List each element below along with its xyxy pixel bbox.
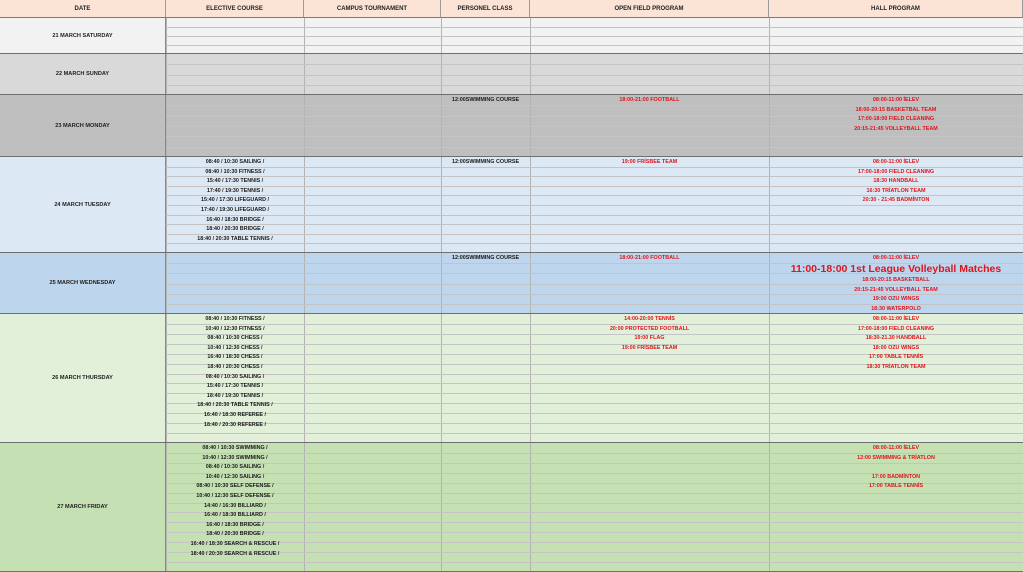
elective-entry[interactable]: 14:40 / 16:30 BILLIARD /	[204, 502, 266, 509]
day-row	[0, 443, 1023, 572]
hall-entry[interactable]: 20:15-21:45 VOLLEYBALL TEAM	[854, 286, 938, 293]
elective-entry[interactable]: 10:40 / 12:30 SAILING /	[205, 473, 265, 480]
hall-entry[interactable]: 17:00-18:00 FIELD CLEANING	[857, 116, 935, 123]
elective-entry[interactable]: 10:40 / 12:30 SELF DEFENSE /	[196, 493, 274, 499]
hall-entry[interactable]	[769, 463, 1023, 473]
hall-entry[interactable]: 17:00-18:00 FIELD CLEANING	[857, 168, 935, 175]
open-field-entry[interactable]: 14:00-20:00 TENNİS	[624, 316, 675, 322]
elective-entry[interactable]: 18:40 / 20:30 CHESS /	[207, 364, 263, 370]
elective-entry[interactable]: 16:40 / 18:30 BRIDGE /	[206, 216, 264, 223]
hall-entry[interactable]: 18:30 WATERPOLO	[871, 305, 921, 312]
elective-entry[interactable]: 17:40 / 19:30 TENNIS /	[206, 187, 264, 194]
hall-entry[interactable]: 08:00-11:00 İELEV	[872, 316, 920, 322]
elective-entry[interactable]: 08:40 / 10:30 FITNESS /	[205, 168, 265, 175]
hall-entry[interactable]: 19:00 OZU WINGS	[872, 296, 920, 303]
header-elective-course[interactable]: ELECTIVE COURSE	[166, 0, 304, 18]
hall-entry[interactable]: 20:30 - 21:45 BADMİNTON	[862, 197, 930, 204]
hall-entry[interactable]: 08:00-11:00 İELEV	[872, 159, 920, 165]
row-divider	[166, 45, 1023, 46]
date-cell[interactable]: 26 MARCH THURSDAY	[0, 314, 166, 442]
row-divider	[166, 433, 1023, 434]
hall-entry[interactable]: 17:00-18:00 FIELD CLEANING	[857, 325, 935, 332]
row-divider	[166, 27, 1023, 28]
elective-entry[interactable]: 18:40 / 20:30 TABLE TENNIS /	[197, 235, 273, 242]
row-divider	[166, 147, 1023, 148]
header-open-field-program[interactable]: OPEN FIELD PROGRAM	[530, 0, 769, 18]
open-field-entry[interactable]: 19:00 FLAG	[634, 335, 665, 342]
elective-entry[interactable]: 15:40 / 17:30 TENNIS /	[206, 178, 264, 185]
header-personel-class[interactable]: PERSONEL CLASS	[441, 0, 530, 18]
elective-entry[interactable]: 18:40 / 20:30 BRIDGE /	[206, 531, 264, 538]
elective-entry[interactable]: 15:40 / 17:30 TENNIS /	[206, 383, 264, 390]
elective-entry[interactable]: 16:40 / 18:30 CHESS /	[207, 354, 263, 361]
hall-entry[interactable]: 18:30-21.30 HANDBALL	[865, 335, 927, 342]
row-divider	[166, 64, 1023, 65]
elective-entry[interactable]: 15:40 / 17:30 LIFEGUARD /	[200, 197, 269, 204]
elective-entry[interactable]: 10:40 / 12:30 FITNESS /	[205, 325, 265, 332]
open-field-entry[interactable]: 18:00-21:00 FOOTBALL	[619, 255, 680, 261]
date-cell[interactable]: 23 MARCH MONDAY	[0, 95, 166, 156]
elective-entry[interactable]: 16:40 / 18:30 SEARCH & RESCUE /	[190, 541, 280, 547]
elective-entry[interactable]: 08:40 / 10:30 FITNESS /	[205, 316, 265, 322]
elective-entry[interactable]: 16:40 / 18:30 BILLIARD /	[204, 512, 266, 519]
elective-entry[interactable]: 08:40 / 10:30 SAILING /	[205, 159, 265, 165]
hall-entry[interactable]: 08:00-11:00 İELEV	[872, 255, 920, 261]
day-row	[0, 314, 1023, 443]
elective-entry[interactable]: 18:40 / 20:30 TABLE TENNIS /	[197, 402, 273, 409]
elective-entry[interactable]: 18:40 / 20:30 SEARCH & RESCUE /	[190, 550, 280, 557]
open-field-entry[interactable]: 20:00 PROTECTED FOOTBALL	[609, 325, 690, 332]
date-cell[interactable]: 22 MARCH SUNDAY	[0, 54, 166, 94]
hall-entry[interactable]: 20:15-21:45 VOLLEYBALL TEAM	[854, 125, 938, 132]
elective-entry[interactable]: 08:40 / 10:30 CHESS /	[207, 335, 263, 342]
hall-entry[interactable]: 17:00 BADMİNTON	[871, 473, 921, 480]
hall-entry[interactable]: 16:30 TRİATLON TEAM	[866, 187, 926, 194]
elective-entry[interactable]: 18:40 / 20:30 REFEREE /	[203, 421, 267, 428]
header-date[interactable]: DATE	[0, 0, 166, 18]
row-divider	[166, 85, 1023, 86]
elective-entry[interactable]: 18:40 / 19:30 TENNIS /	[206, 392, 264, 399]
row-divider	[166, 36, 1023, 37]
hall-entry[interactable]: 17:00 TABLE TENNİS	[868, 483, 924, 490]
hall-entry[interactable]: 18:00-20:15 BASKETBALL	[862, 277, 930, 284]
row-divider	[166, 562, 1023, 563]
row-divider	[166, 75, 1023, 76]
open-field-entry[interactable]: 18:00-21:00 FOOTBALL	[619, 97, 680, 103]
date-cell[interactable]: 24 MARCH TUESDAY	[0, 157, 166, 252]
personel-entry[interactable]: 12:00SWIMMING COURSE	[451, 255, 520, 261]
day-row	[0, 54, 1023, 95]
hall-entry[interactable]: 08:00-11:00 İELEV	[872, 97, 920, 103]
hall-entry[interactable]: 18:00-20:15 BASKETBAL TEAM	[855, 106, 937, 113]
date-cell[interactable]: 21 MARCH SATURDAY	[0, 18, 166, 53]
personel-entry[interactable]: 12:00SWIMMING COURSE	[451, 159, 520, 165]
header-campus-tournament[interactable]: CAMPUS TOURNAMENT	[304, 0, 441, 18]
elective-entry[interactable]: 08:40 / 10:30 SWIMMING /	[202, 445, 268, 451]
elective-entry[interactable]: 08:40 / 10:30 SELF DEFENSE /	[196, 483, 274, 490]
header-hall-program[interactable]: HALL PROGRAM	[769, 0, 1023, 18]
hall-entry[interactable]: 18:30 TRİATLON TEAM	[866, 364, 926, 370]
hall-entry[interactable]: 12:00 SWIMMING & TRİATLON	[857, 454, 935, 461]
open-field-entry[interactable]: 19:00 FRİSBEE TEAM	[621, 159, 678, 165]
elective-entry[interactable]: 16:40 / 18:30 BRIDGE /	[206, 521, 264, 528]
date-cell[interactable]: 25 MARCH WEDNESDAY	[0, 253, 166, 313]
row-divider	[166, 136, 1023, 137]
elective-entry[interactable]: 16:40 / 18:30 REFEREE /	[203, 412, 267, 418]
day-row	[0, 95, 1023, 157]
hall-entry[interactable]: 18:30 HANDBALL	[873, 178, 919, 185]
date-cell[interactable]: 27 MARCH FRIDAY	[0, 443, 166, 571]
elective-entry[interactable]: 08:40 / 10:30 SAILING /	[205, 373, 265, 380]
elective-entry[interactable]: 08:40 / 10:30 SAILING /	[205, 464, 265, 471]
day-row	[0, 157, 1023, 253]
hall-entry[interactable]: 18:00 OZU WINGS	[872, 344, 920, 351]
day-row	[0, 18, 1023, 54]
elective-entry[interactable]: 18:40 / 20:30 BRIDGE /	[206, 226, 264, 233]
hall-entry[interactable]: 17:00 TABLE TENNİS	[868, 354, 924, 361]
hall-entry[interactable]: 08:00-11:00 İELEV	[872, 445, 920, 451]
day-row	[0, 253, 1023, 314]
personel-entry[interactable]: 12:00SWIMMING COURSE	[451, 97, 520, 103]
elective-entry[interactable]: 10:40 / 12:30 CHESS /	[207, 344, 263, 351]
open-field-entry[interactable]: 19:00 FRİSBEE TEAM	[621, 344, 678, 351]
elective-entry[interactable]: 17:40 / 19:30 LIFEGUARD /	[200, 207, 269, 213]
elective-entry[interactable]: 10:40 / 12:30 SWIMMING /	[202, 454, 268, 461]
hall-entry[interactable]: 11:00-18:00 1st League Volleyball Matches	[790, 262, 1002, 275]
